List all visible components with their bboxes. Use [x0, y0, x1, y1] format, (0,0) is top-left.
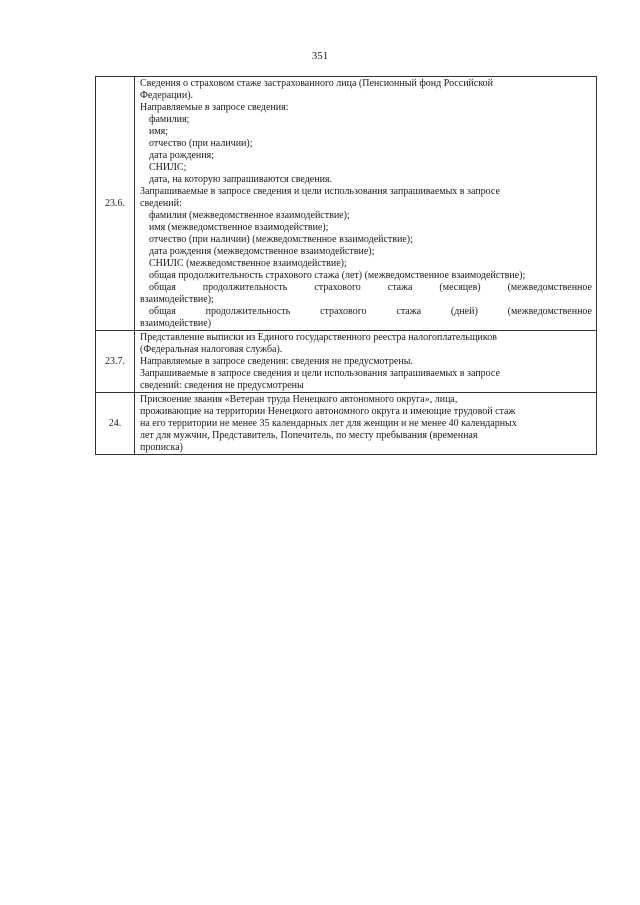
content-line: Сведения о страховом стаже застрахованного лица (Пенсионный фонд Российской: [140, 78, 494, 89]
content-word: стажа: [396, 306, 422, 317]
services-table: [95, 76, 597, 455]
content-line: прописка): [140, 442, 183, 453]
content-line: Представление выписки из Единого государственного реестра налогоплательщиков: [140, 332, 497, 343]
content-word: продолжительность: [205, 306, 291, 317]
content-line: дата рождения (межведомственное взаимодействие);: [149, 246, 375, 257]
content-line: СНИЛС;: [149, 162, 187, 173]
content-word: страхового: [314, 282, 361, 293]
content-word: (месяцев): [439, 282, 481, 293]
content-line: Запрашиваемые в запросе сведения и цели использования запрашиваемых в запросе: [140, 368, 500, 379]
content-line: Запрашиваемые в запросе сведения и цели использования запрашиваемых в запросе: [140, 186, 500, 197]
page-number: 351: [311, 50, 329, 62]
content-line: сведений: сведения не предусмотрены: [140, 380, 304, 391]
content-line: фамилия;: [149, 114, 190, 125]
content-word: (межведомственное: [507, 306, 592, 317]
content-line: СНИЛС (межведомственное взаимодействие);: [149, 258, 347, 269]
content-word: (дней): [450, 306, 478, 317]
content-line: взаимодействие): [140, 318, 212, 329]
content-line: имя (межведомственное взаимодействие);: [149, 222, 329, 233]
table-row: [96, 331, 597, 393]
content-word: страхового: [320, 306, 367, 317]
table-row: [96, 393, 597, 455]
content-line: [140, 306, 592, 318]
row-number: 23.6.: [96, 77, 135, 331]
content-word: стажа: [387, 282, 413, 293]
row-content: [135, 393, 597, 455]
content-line: имя;: [149, 126, 169, 137]
table-row: [96, 77, 597, 331]
content-line: взаимодействие);: [140, 294, 214, 305]
content-line: сведений:: [140, 198, 182, 209]
content-word: (межведомственное: [507, 282, 592, 293]
content-line: Присвоение звания «Ветеран труда Ненецкого автономного округа», лица,: [140, 394, 458, 405]
row-number: 24.: [96, 393, 135, 455]
row-content: [135, 331, 597, 393]
content-line: проживающие на территории Ненецкого автономного округа и имеющие трудовой стаж: [140, 406, 516, 417]
content-line: Направляемые в запросе сведения: сведения не предусмотрены.: [140, 356, 413, 367]
row-content: [135, 77, 597, 331]
content-word: общая: [149, 282, 176, 293]
content-line: отчество (при наличии);: [149, 138, 253, 149]
content-line: на его территории не менее 35 календарных лет для женщин и не менее 40 календарных: [140, 418, 517, 429]
content-line: (Федеральная налоговая служба).: [140, 344, 283, 355]
content-line: Направляемые в запросе сведения:: [140, 102, 289, 113]
content-word: продолжительность: [202, 282, 288, 293]
content-line: лет для мужчин, Представитель, Попечитель, по месту пребывания (временная: [140, 430, 478, 441]
content-line: фамилия (межведомственное взаимодействие);: [149, 210, 350, 221]
content-line: дата рождения;: [149, 150, 214, 161]
content-line: общая продолжительность страхового стажа (лет) (межведомственное взаимодействие);: [149, 270, 526, 281]
content-word: общая: [149, 306, 176, 317]
row-number: 23.7.: [96, 331, 135, 393]
content-line: отчество (при наличии) (межведомственное взаимодействие);: [149, 234, 413, 245]
content-line: Федерации).: [140, 90, 194, 101]
table-body: [96, 77, 597, 455]
content-line: дата, на которую запрашиваются сведения.: [149, 174, 333, 185]
content-line: [140, 282, 592, 294]
